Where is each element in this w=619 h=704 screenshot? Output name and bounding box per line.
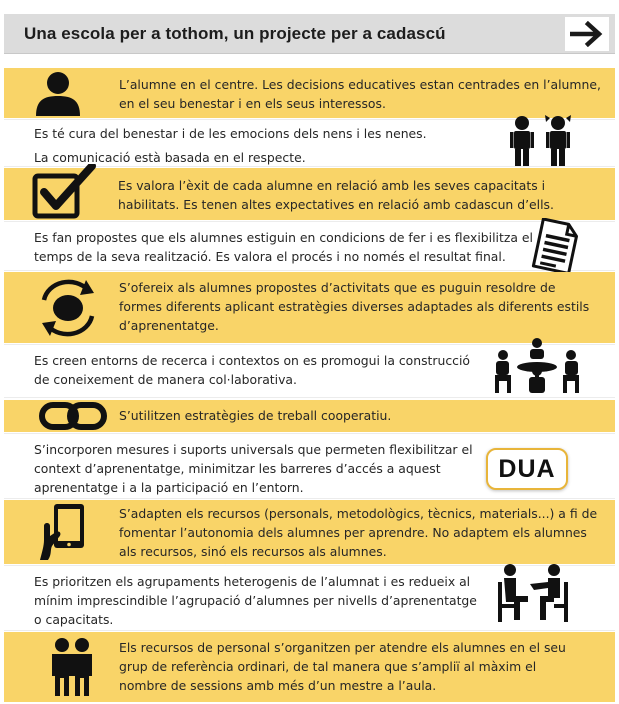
group-table-icon bbox=[489, 337, 585, 395]
two-seated-people-icon bbox=[494, 562, 574, 626]
principle-row-9 bbox=[4, 565, 615, 631]
principle-text: Es creen entorns de recerca i contextos on es promogui la construcció de coneixement de manera col·laborativa. bbox=[34, 353, 471, 387]
principle-text: Els recursos de personal s’organitzen per atendre els alumnes en el seu grup de referència ordinari, de tal manera que s’ampliï al màxim el nombre de sessions amb més d’un mestre a l’aula. bbox=[119, 640, 566, 693]
tablet-hand-icon bbox=[38, 502, 98, 562]
principle-row-3 bbox=[4, 221, 615, 271]
page-title: Una escola per a tothom, un projecte per a cadascú bbox=[24, 24, 446, 43]
principle-row-4 bbox=[4, 272, 615, 343]
principle-text: S’adapten els recursos (personals, metodològics, tècnics, materials...) a fi de fomentar l’autonomia dels alumnes per aprendre. No adaptem els alumnes als recursos, sinó els recursos als alumnes. bbox=[119, 506, 598, 559]
principle-row-0 bbox=[4, 68, 615, 118]
person-icon bbox=[30, 70, 86, 116]
principle-row-5 bbox=[4, 344, 615, 398]
chain-link-icon bbox=[38, 400, 108, 432]
checkbox-icon bbox=[30, 164, 100, 220]
principle-text: Es fan propostes que els alumnes estiguin en condicions de fer i es flexibilitza el temps de la seva realització. Es valora el procés i no només el resultat final. bbox=[34, 230, 533, 264]
dua-badge bbox=[484, 446, 570, 492]
principle-row-6 bbox=[4, 400, 615, 432]
principle-row-2 bbox=[4, 168, 615, 220]
boy-girl-icon bbox=[500, 115, 580, 167]
dua-badge-label: DUA bbox=[486, 448, 568, 490]
principle-row-1 bbox=[4, 119, 615, 167]
next-button[interactable] bbox=[565, 17, 609, 51]
page-header bbox=[4, 14, 615, 54]
principle-text: Es té cura del benestar i de les emocions dels nens i les nenes. La comunicació està basada en el respecte. bbox=[34, 126, 427, 165]
principle-row-10 bbox=[4, 632, 615, 702]
document-icon bbox=[524, 218, 586, 274]
cycle-arrows-icon bbox=[30, 278, 106, 338]
principle-text: L’alumne en el centre. Les decisions educatives estan centrades en l’alumne, en el seu benestar i en els seus interessos. bbox=[119, 77, 601, 111]
principle-text: S’utilitzen estratègies de treball cooperatiu. bbox=[119, 408, 392, 423]
principle-text: Es valora l’èxit de cada alumne en relació amb les seves capacitats i habilitats. Es tenen altes expectatives en relació amb cadascun d’ells. bbox=[118, 178, 554, 212]
principle-text: Es prioritzen els agrupaments heterogenis de l’alumnat i es redueix al mínim imprescindible l’agrupació d’alumnes per nivells d’aprenentatge o capacitats. bbox=[34, 574, 477, 627]
principle-row-7 bbox=[4, 433, 615, 499]
two-people-icon bbox=[44, 636, 100, 698]
principle-row-8 bbox=[4, 500, 615, 564]
principle-text: S’incorporen mesures i suports universals que permeten flexibilitzar el context d’aprenentatge, minimitzar les barreres d’accés a aquest aprenentatge i a la participació en l’entorn. bbox=[34, 442, 473, 495]
arrow-right-icon bbox=[570, 21, 604, 47]
principle-text: S’ofereix als alumnes propostes d’activitats que es puguin resoldre de formes diferents aplicant estratègies diverses adaptades als diferents estils d’aprenentatge. bbox=[119, 280, 590, 333]
